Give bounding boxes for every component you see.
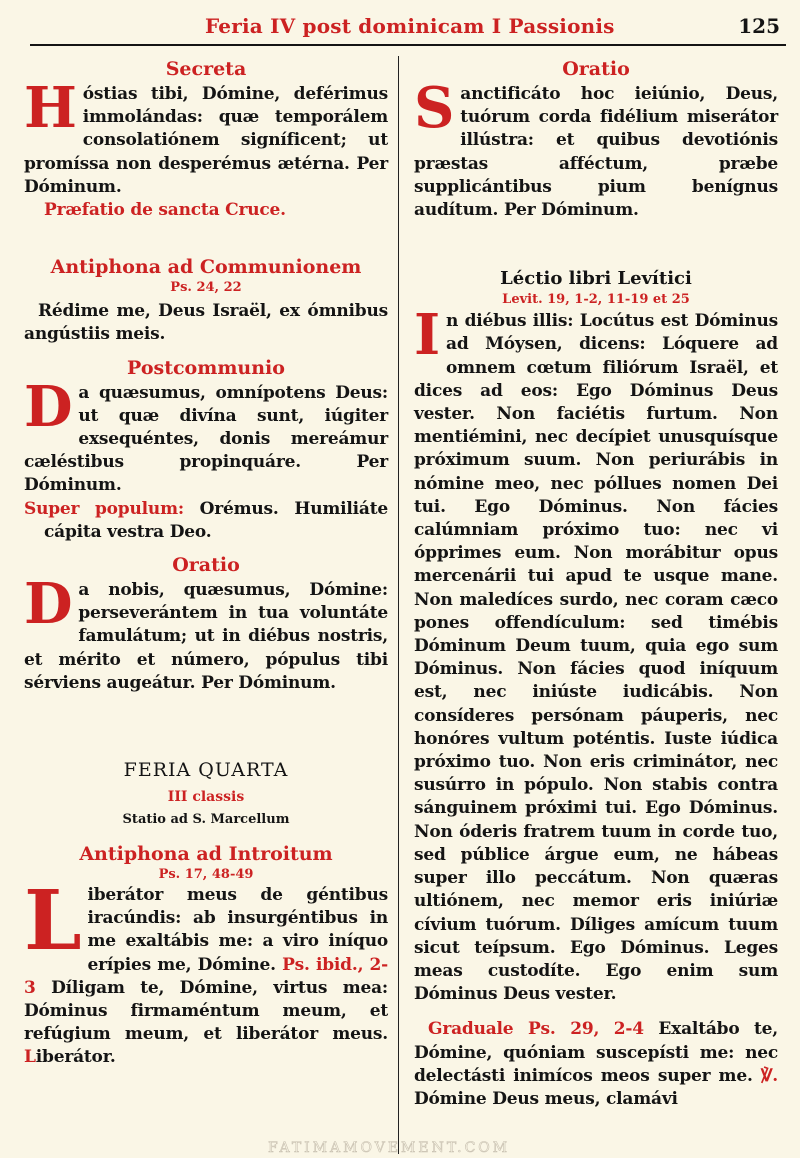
feria-class: III classis [167,789,245,806]
lectio-body: n diébus illis: Locútus est Dóminus ad Móysen, dicens: Lóquere ad omnem cœtum filiórum Israël, et dices ad eos: Ego Dóminus Deus vester. Non faciétis furtum. Non mentiémini, nec decípiet unusquísque próximum suum. Non periurábis in nómine meo, nec póllues nomen Dei tui. Ego Dóminus. Non fácies calúmniam próximo tuo: nec vi ópprimes eum. Non morábitur opus mercenárii tui apud te usque mane. Non maledíces surdo, nec coram cæco pones offendículum: sed timébis Dóminum Deum tuum, quia ego sum Dóminus. Non fácies quod iníquum est, nec iniúste iudicábis. Non consíderes persónam páuperis, nec honóres vultum poténtis. Iuste iúdica próximo tuo. Non eris criminátor, nec susúrro in pópulo. Non stabis contra sánguinem próximi tui. Ego Dóminus. Non óderis fratrem tuum in corde tuo, sed públice árgue eum, ne hábeas super illo peccátum. Non quæras ultiónem, nec memor eris iniúriæ cívium tuórum. Díliges amícum tuum sicut teípsum. Ego Dóminus. Leges meas custodíte. Ego enim sum Dóminus Deus vester. [414,311,778,1005]
postcommunio-section [24,355,388,544]
communion-ref: Ps. 24, 22 [170,280,242,296]
introit-section [24,841,388,1070]
right-column [414,54,778,1111]
secreta-heading: Secreta [165,58,247,80]
postcommunio-body: a quæsumus, omnípotens Deus: ut quæ divína sunt, iúgiter exsequéntes, donis mereámur cæléstibus propinquáre. Per Dóminum. [24,382,388,496]
prefatio-rubric: Præfatio de sancta Cruce. [44,200,286,221]
secreta-text [24,75,388,199]
left-column [24,54,388,1070]
oratio-left-section [24,552,388,695]
graduale-body: Exaltábo te, Dómine, quóniam suscepísti me: nec delectásti inimícos meos super me. [414,1019,779,1086]
oratio-right-section [414,56,778,222]
versicle-text: Dómine Deus meus, clamávi [414,1088,678,1109]
super-populum-text: Orémus. Humiliáte cápita vestra Deo. [44,498,388,542]
oratio-right-heading: Oratio [562,58,630,80]
secreta-body: óstias tibi, Dómine, deférimus immolándas: quæ temporálem consolatiónem signíficent; ut promíssa non desperémus ætérna. Per Dóminum. [24,84,388,197]
page-header [30,12,786,42]
lectio-dropcap: I [414,302,440,369]
postcommunio-text [24,373,388,498]
column-divider [398,56,399,1154]
lectio-heading: Léctio libri Levítici [500,268,692,290]
oratio-left-text [24,571,388,695]
introit-ref: Ps. 17, 48-49 [158,867,254,883]
oratio-right-text [414,75,778,222]
graduale-section [414,1018,778,1111]
introit-psalm-text: Díligam te, Dómine, virtus mea: Dóminus firmaméntum meum, et refúgium meum, et liberátor meus. [24,977,389,1045]
communion-section [24,254,388,346]
watermark: FATIMAMOVEMENT.COM [268,1140,511,1156]
graduale-label: Graduale Ps. 29, 2-4 [428,1019,644,1040]
oratio-left-dropcap: D [24,571,73,638]
super-populum [24,498,388,544]
communion-heading: Antiphona ad Communionem [50,256,362,279]
lectio-ref: Levit. 19, 1-2, 11-19 et 25 [502,292,690,308]
running-title: Feria IV post dominicam I Passionis [205,14,615,38]
oratio-right-body: anctificáto hoc ieiúnio, Deus, tuórum corda fidélium miserátor illústra: et quibus devotiónis præstas afféctum, præbe supplicántibus pium benígnus audítum. Per Dóminum. [414,84,778,221]
secreta-section [24,56,388,222]
lectio-text [414,302,778,1006]
introit-body: iberátor meus de géntibus iracúndis: ab insurgéntibus in me exaltábis me: a viro iníquo erípies me, Dómine. [87,885,388,975]
versicle-symbol: ℣. [760,1065,778,1086]
postcommunio-heading: Postcommunio [127,356,285,379]
oratio-left-heading: Oratio [172,554,240,577]
super-populum-label: Super populum: [24,498,184,519]
secreta-dropcap: H [24,75,77,141]
introit-dropcap: L [24,873,82,970]
communion-text: Rédime me, Deus Israël, ex ómnibus angústiis meis. [24,301,388,345]
oratio-right-dropcap: S [414,75,455,141]
introit-heading: Antiphona ad Introitum [79,843,333,866]
lectio-section [414,266,778,1006]
oratio-left-body: a nobis, quæsumus, Dómine: perseverántem in tua voluntáte famulátum; ut in diébus nostris, et mérito et número, pópulus tibi sérviens augeátur. Per Dóminum. [24,580,388,693]
feria-statio: Statio ad S. Marcellum [122,812,290,828]
feria-title: FERIA QUARTA [123,759,289,782]
header-rule [30,44,786,46]
introit-repeat-text: iberátor. [35,1047,116,1068]
postcommunio-dropcap: D [24,373,73,440]
graduale-text [414,1018,778,1111]
introit-repeat-initial: L [24,1047,36,1068]
feria-section [24,757,388,829]
page-number: 125 [738,14,780,38]
introit-psalm-ref: Ps. ibid., 2-3 [24,954,389,998]
